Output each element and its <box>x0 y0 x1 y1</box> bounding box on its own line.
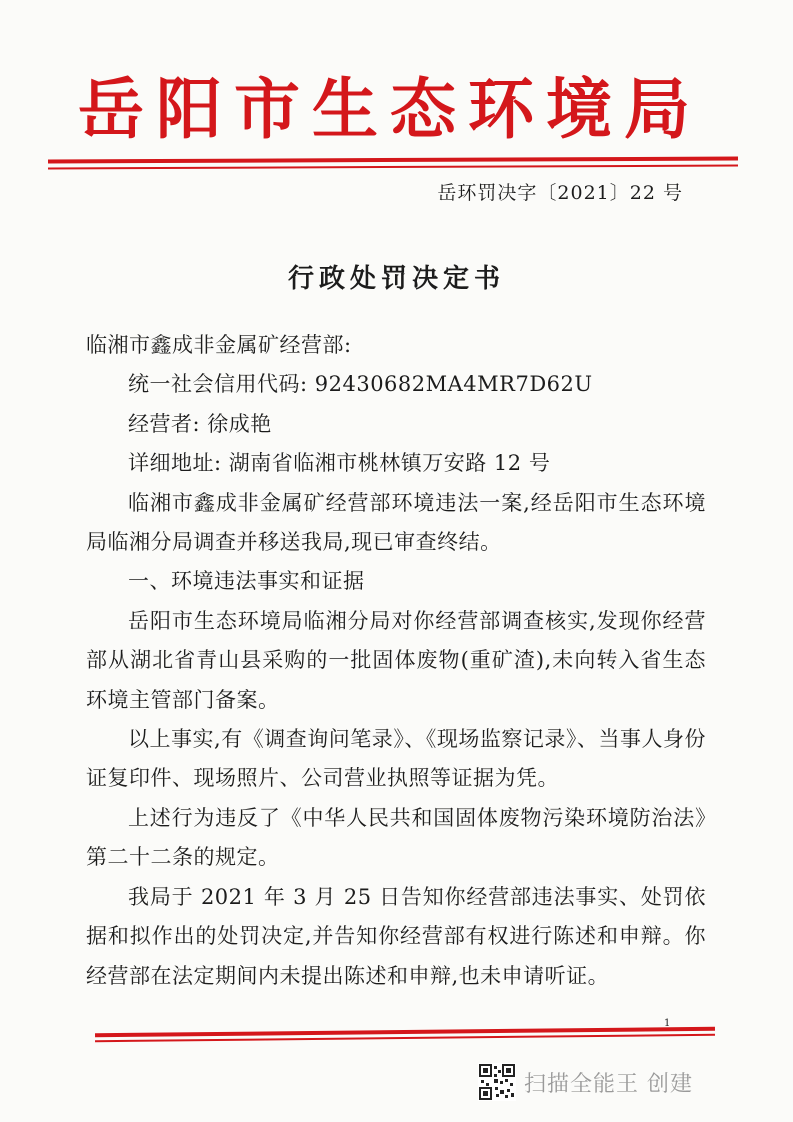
violation-paragraph: 上述行为违反了《中华人民共和国固体废物污染环境防治法》第二十二条的规定。 <box>86 805 706 870</box>
document-number: 岳环罚决字〔2021〕22 号 <box>437 182 683 204</box>
recipient-line: 临湘市鑫成非金属矿经营部: <box>86 333 352 357</box>
document-body <box>86 326 706 996</box>
letterhead-rule-thin <box>48 164 738 169</box>
qr-code-icon <box>478 1063 516 1101</box>
document-title: 行政处罚决定书 <box>287 264 505 294</box>
notification-paragraph: 我局于 2021 年 3 月 25 日告知你经营部违法事实、处罚依据和拟作出的处罚决定,并告知你经营部有权进行陈述和申辩。你经营部在法定期间内未提出陈述和申辩,也未申请听证。 <box>86 884 706 988</box>
operator-line: 经营者: 徐成艳 <box>128 411 272 436</box>
scanner-watermark: 扫描全能王 创建 <box>524 1072 693 1097</box>
letterhead-rule-thick <box>48 156 738 163</box>
address-line: 详细地址: 湖南省临湘市桃林镇万安路 12 号 <box>128 451 551 476</box>
page-number: 1 <box>664 1018 671 1029</box>
evidence-paragraph: 以上事实,有《调查询问笔录》、《现场监察记录》、当事人身份证复印件、现场照片、公司营业执照等证据为凭。 <box>86 727 706 791</box>
agency-letterhead: 岳阳市生态环境局 <box>78 71 702 148</box>
credit-code-line: 统一社会信用代码: 92430682MA4MR7D62U <box>128 372 593 397</box>
section-heading-facts: 一、环境违法事实和证据 <box>128 569 365 594</box>
case-intro-paragraph: 临湘市鑫成非金属矿经营部环境违法一案,经岳阳市生态环境局临湘分局调查并移送我局,现已审查终结。 <box>86 490 706 555</box>
facts-paragraph: 岳阳市生态环境局临湘分局对你经营部调查核实,发现你经营部从湖北省青山县采购的一批固体废物(重矿渣),未向转入省生态环境主管部门备案。 <box>86 608 706 712</box>
